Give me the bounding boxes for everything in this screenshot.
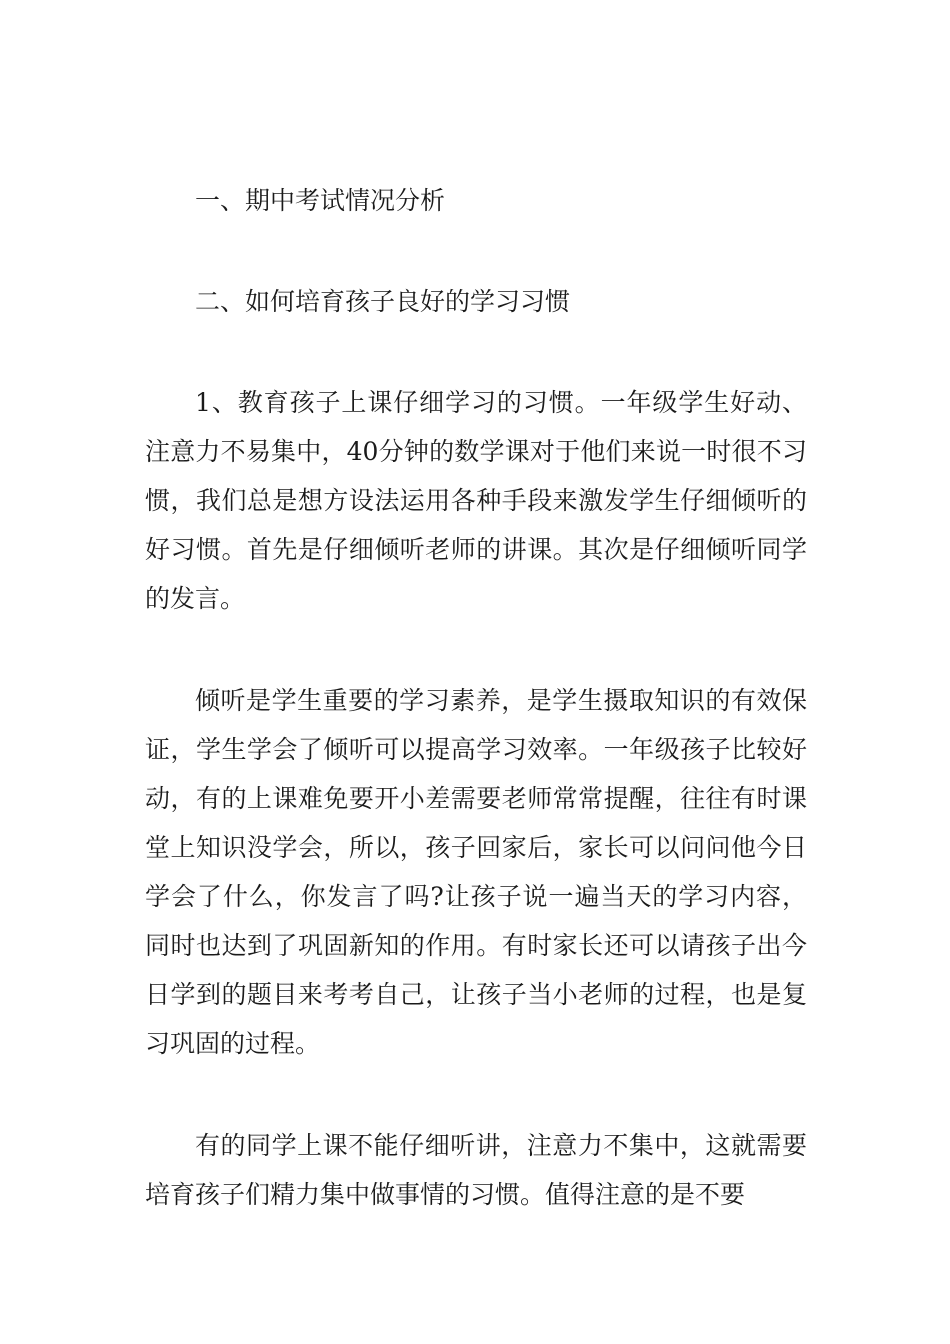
section-heading-1: 一、期中考试情况分析 — [195, 186, 446, 215]
section-heading-2: 二、如何培育孩子良好的学习习惯 — [195, 287, 571, 316]
paragraph-2: 倾听是学生重要的学习素养，是学生摄取知识的有效保证，学生学会了倾听可以提高学习效率。一年级孩子比较好动，有的上课难免要开小差需要老师常常提醒，往往有时课堂上知识没学会，所以，孩子回家后，家长可以问问他今日学会了什么，你发言了吗?让孩子说一遍当天的学习内容，同时也达到了巩固新知的作用。有时家长还可以请孩子出今日学到的题目来考考自己，让孩子当小老师的过程，也是复习巩固的过程。 — [145, 686, 807, 1058]
paragraph-1: 1、教育孩子上课仔细学习的习惯。一年级学生好动、注意力不易集中，40分钟的数学课对于他们来说一时很不习惯，我们总是想方设法运用各种手段来激发学生仔细倾听的好习惯。首先是仔细倾听老师的讲课。其次是仔细倾听同学的发言。 — [145, 388, 807, 613]
paragraph-3: 有的同学上课不能仔细听讲，注意力不集中，这就需要培育孩子们精力集中做事情的习惯。值得注意的是不要 — [145, 1131, 807, 1209]
document-body — [145, 176, 807, 1272]
